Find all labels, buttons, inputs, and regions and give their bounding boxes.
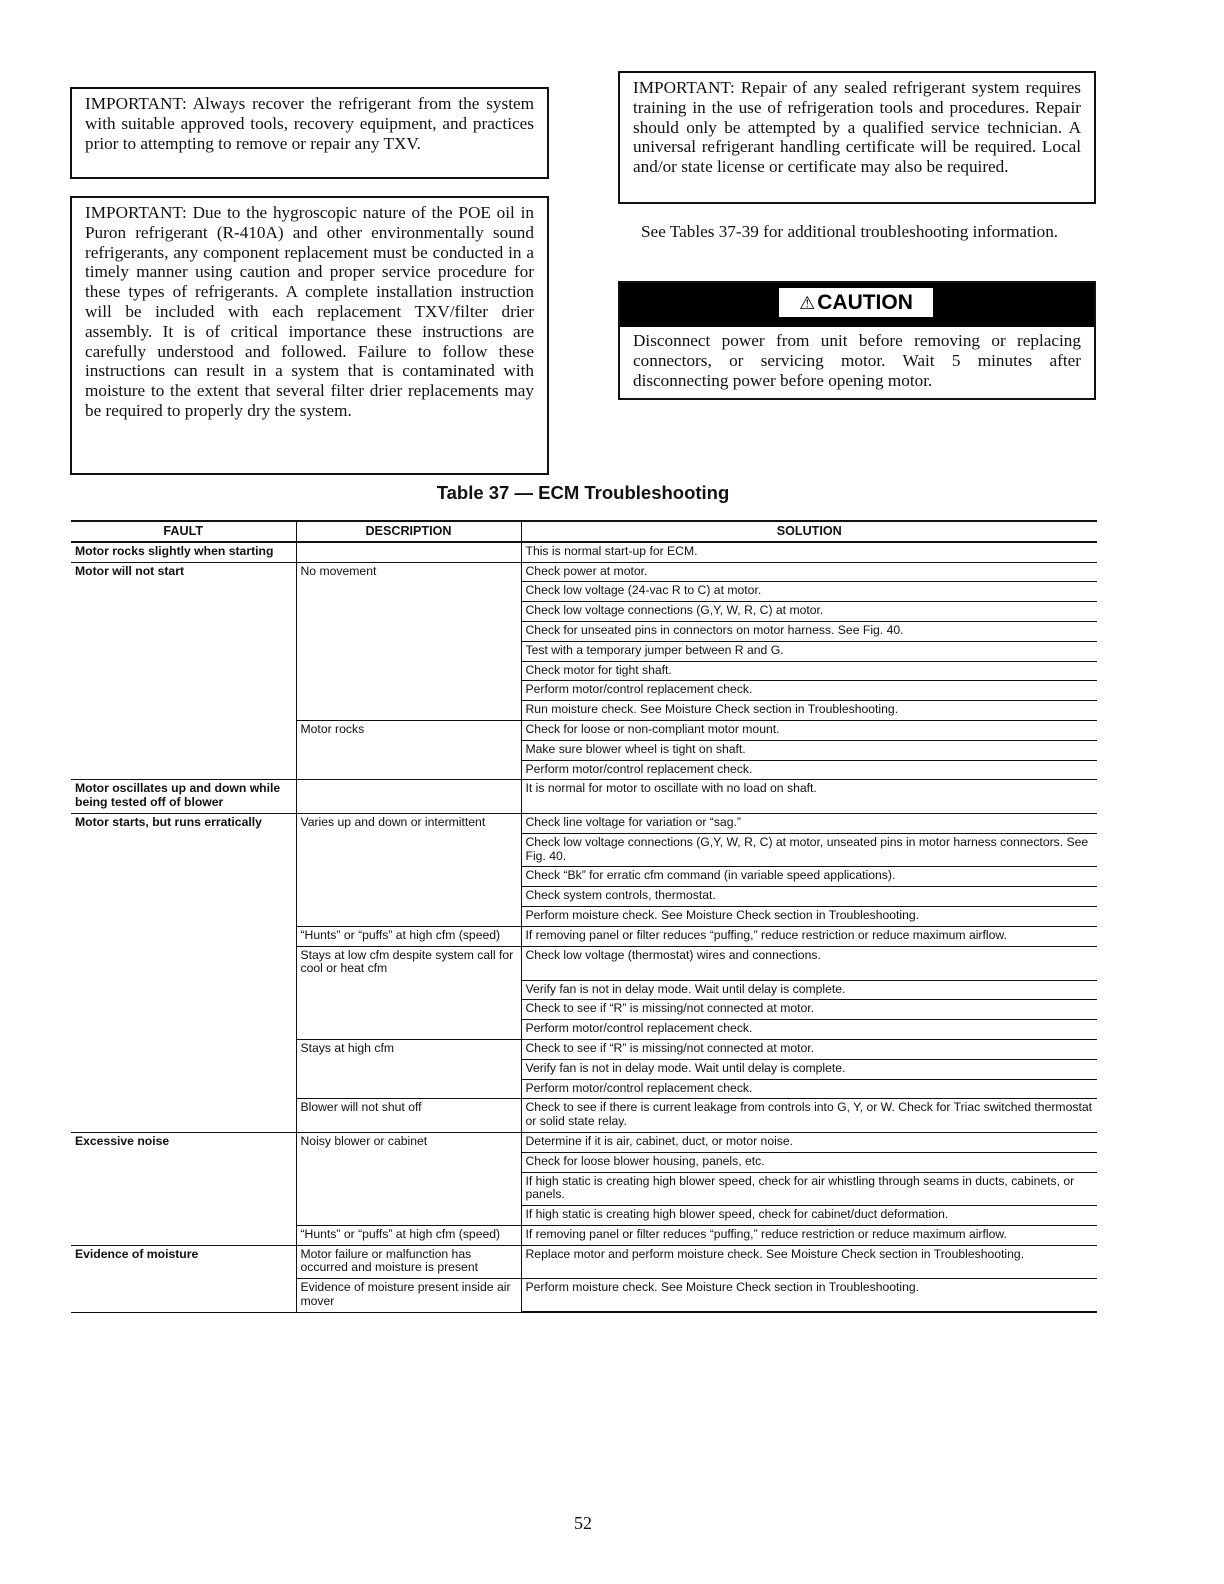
fault-cell: Motor will not start <box>71 562 296 780</box>
solution-cell: Check low voltage (24-vac R to C) at motor. <box>521 582 1097 602</box>
fault-cell: Motor starts, but runs erratically <box>71 813 296 1132</box>
table-title: Table 37 — ECM Troubleshooting <box>436 482 730 503</box>
solution-cell: Perform motor/control replacement check. <box>521 1020 1097 1040</box>
description-cell: Motor failure or malfunction has occurred and moisture is present <box>296 1245 521 1279</box>
description-cell: Evidence of moisture present inside air mover <box>296 1279 521 1313</box>
description-cell: Blower will not shut off <box>296 1099 521 1133</box>
important-note-sealed-system-repair: IMPORTANT: Repair of any sealed refrigerant system requires training in the use of refrigeration tools and procedures. Repair should only be attempted by a qualified service technician. A universal refrigerant handling certificate will be required. Local and/or state license or certificate may also be required. <box>618 71 1096 204</box>
description-cell <box>296 780 521 814</box>
solution-cell: Check power at motor. <box>521 562 1097 582</box>
solution-cell: Test with a temporary jumper between R and G. <box>521 641 1097 661</box>
solution-cell: Check low voltage connections (G,Y, W, R, C) at motor. <box>521 602 1097 622</box>
solution-cell: Check “Bk” for erratic cfm command (in variable speed applications). <box>521 867 1097 887</box>
fault-cell: Motor rocks slightly when starting <box>71 542 296 562</box>
header-fault: FAULT <box>71 521 296 542</box>
solution-cell: Check line voltage for variation or “sag.” <box>521 813 1097 833</box>
caution-label <box>777 286 935 319</box>
solution-cell: Replace motor and perform moisture check. See Moisture Check section in Troubleshooting. <box>521 1245 1097 1279</box>
solution-cell: Determine if it is air, cabinet, duct, or motor noise. <box>521 1132 1097 1152</box>
description-cell: “Hunts” or “puffs” at high cfm (speed) <box>296 1225 521 1245</box>
table-row <box>71 1245 1097 1279</box>
solution-cell: Check for loose blower housing, panels, etc. <box>521 1152 1097 1172</box>
solution-cell: If removing panel or filter reduces “puffing,” reduce restriction or reduce maximum airflow. <box>521 926 1097 946</box>
important-note-recover-refrigerant: IMPORTANT: Always recover the refrigerant from the system with suitable approved tools, recovery equipment, and practices prior to attempting to remove or repair any TXV. <box>70 87 549 179</box>
solution-cell: Run moisture check. See Moisture Check section in Troubleshooting. <box>521 701 1097 721</box>
solution-cell: Check low voltage (thermostat) wires and connections. <box>521 946 1097 980</box>
solution-cell: If high static is creating high blower speed, check for air whistling through seams in ducts, cabinets, or panels. <box>521 1172 1097 1206</box>
solution-cell: If removing panel or filter reduces “puffing,” reduce restriction or reduce maximum airflow. <box>521 1225 1097 1245</box>
fault-cell: Excessive noise <box>71 1132 296 1245</box>
solution-cell: Make sure blower wheel is tight on shaft. <box>521 740 1097 760</box>
solution-cell: If high static is creating high blower speed, check for cabinet/duct deformation. <box>521 1206 1097 1226</box>
header-description: DESCRIPTION <box>296 521 521 542</box>
solution-cell: Check to see if there is current leakage from controls into G, Y, or W. Check for Triac switched thermostat or solid state relay. <box>521 1099 1097 1133</box>
description-cell: Stays at high cfm <box>296 1039 521 1098</box>
table-row <box>71 780 1097 814</box>
header-solution: SOLUTION <box>521 521 1097 542</box>
caution-header-bar <box>620 283 1094 327</box>
solution-cell: Verify fan is not in delay mode. Wait until delay is complete. <box>521 980 1097 1000</box>
solution-cell: It is normal for motor to oscillate with no load on shaft. <box>521 780 1097 814</box>
description-cell: Varies up and down or intermittent <box>296 813 521 926</box>
solution-cell: Check to see if “R” is missing/not connected at motor. <box>521 1039 1097 1059</box>
description-cell: Stays at low cfm despite system call for cool or heat cfm <box>296 946 521 1039</box>
solution-cell: Perform motor/control replacement check. <box>521 681 1097 701</box>
solution-cell: Perform motor/control replacement check. <box>521 1079 1097 1099</box>
solution-cell: Perform motor/control replacement check. <box>521 760 1097 780</box>
table-row <box>71 542 1097 562</box>
solution-cell: Check system controls, thermostat. <box>521 887 1097 907</box>
table-header-row <box>71 521 1097 542</box>
description-cell <box>296 542 521 562</box>
solution-cell: Verify fan is not in delay mode. Wait until delay is complete. <box>521 1059 1097 1079</box>
caution-text: CAUTION <box>817 291 913 314</box>
solution-cell: Check for loose or non-compliant motor mount. <box>521 720 1097 740</box>
see-tables-paragraph: See Tables 37-39 for additional troubleshooting information. <box>641 222 1059 241</box>
ecm-troubleshooting-table <box>71 520 1097 1313</box>
caution-box <box>618 281 1096 400</box>
solution-cell: Perform moisture check. See Moisture Check section in Troubleshooting. <box>521 1279 1097 1313</box>
solution-cell: Check motor for tight shaft. <box>521 661 1097 681</box>
table-row <box>71 562 1097 582</box>
page-number: 52 <box>574 1513 592 1533</box>
solution-cell: Check to see if “R” is missing/not connected at motor. <box>521 1000 1097 1020</box>
table-row <box>71 813 1097 833</box>
caution-message: Disconnect power from unit before removing or replacing connectors, or servicing motor. Wait 5 minutes after disconnecting power before opening motor. <box>633 331 1081 390</box>
solution-cell: Check low voltage connections (G,Y, W, R, C) at motor, unseated pins in motor harness connectors. See Fig. 40. <box>521 833 1097 867</box>
warning-triangle-icon: ⚠ <box>799 293 816 313</box>
description-cell: Motor rocks <box>296 720 521 779</box>
description-cell: “Hunts” or “puffs” at high cfm (speed) <box>296 926 521 946</box>
table-row <box>71 1132 1097 1152</box>
solution-cell: This is normal start-up for ECM. <box>521 542 1097 562</box>
description-cell: Noisy blower or cabinet <box>296 1132 521 1225</box>
solution-cell: Perform moisture check. See Moisture Check section in Troubleshooting. <box>521 906 1097 926</box>
description-cell: No movement <box>296 562 521 720</box>
important-note-hygroscopic-poe-oil: IMPORTANT: Due to the hygroscopic nature of the POE oil in Puron refrigerant (R-410A) and other environmentally sound refrigerants, any component replacement must be conducted in a timely manner using caution and proper service procedure for these types of refrigerants. A complete installation instruction will be included with each replacement TXV/filter drier assembly. It is of critical importance these instructions are carefully understood and followed. Failure to follow these instructions can result in a system that is contaminated with moisture to the extent that several filter drier replacements may be required to properly dry the system. <box>70 196 549 475</box>
fault-cell: Motor oscillates up and down while being tested off of blower <box>71 780 296 814</box>
fault-cell: Evidence of moisture <box>71 1245 296 1312</box>
solution-cell: Check for unseated pins in connectors on motor harness. See Fig. 40. <box>521 621 1097 641</box>
